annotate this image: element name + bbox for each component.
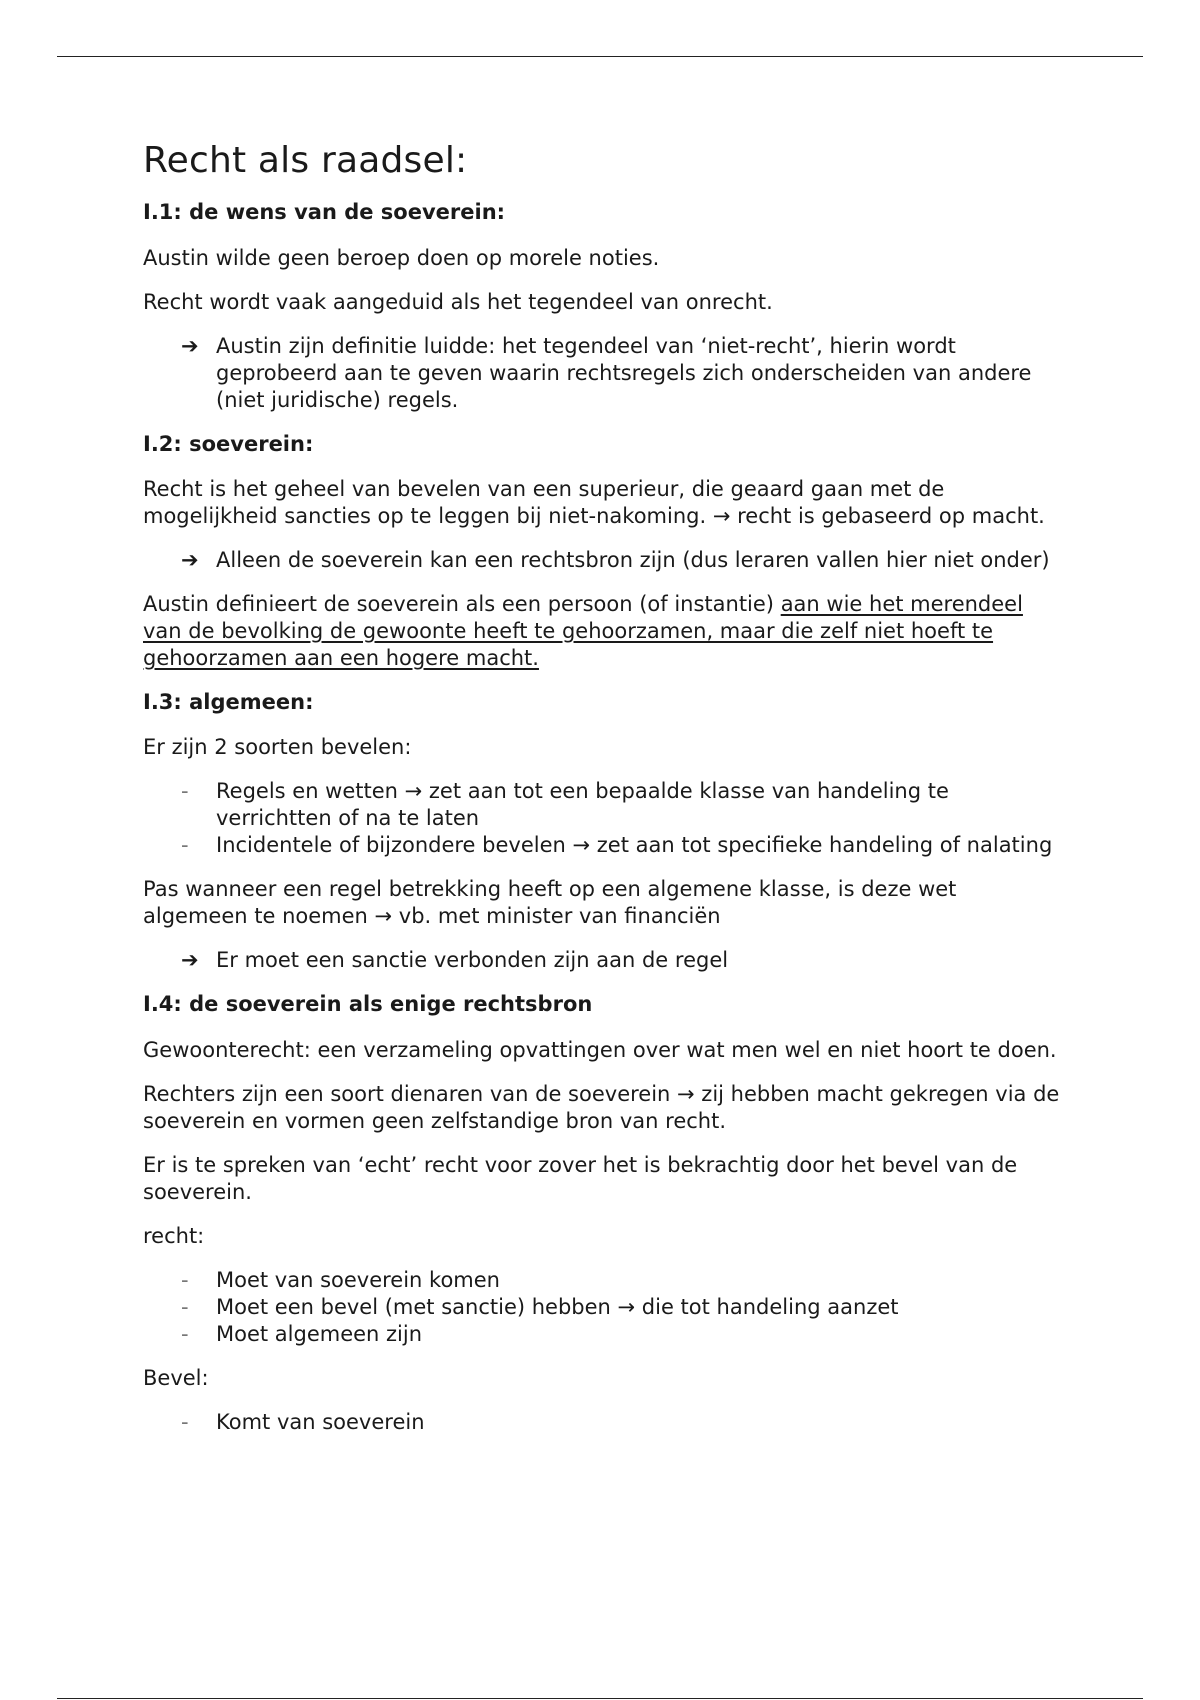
paragraph: Er zijn 2 soorten bevelen:: [143, 735, 412, 760]
section-heading-3: I.3: algemeen:: [143, 689, 314, 714]
arrow-bullet-icon: ➔: [181, 333, 199, 358]
paragraph: Austin wilde geen beroep doen op morele noties.: [143, 245, 660, 270]
underlined-definition: aan wie het merendeel van de bevolking de gewoonte heeft te gehoorzamen, maar die zelf niet hoeft te gehoorzamen aan een hogere macht.: [143, 591, 1023, 670]
dash-list: [143, 1409, 1063, 1436]
arrow-list-item: ➔ Austin zijn definitie luidde: het tegendeel van ‘niet-recht’, hierin wordt geprobeerd aan te geven waarin rechtsregels zich onderscheiden van andere (niet juridische) regels.: [181, 333, 1032, 412]
arrow-list-item: ➔ Er moet een sanctie verbonden zijn aan de regel: [181, 948, 729, 973]
section-heading-1: I.1: de wens van de soeverein:: [143, 200, 506, 225]
dash-list-item: - Moet van soeverein komen: [181, 1267, 500, 1292]
section-heading-4: I.4: de soeverein als enige rechtsbron: [143, 992, 593, 1017]
dash-list-item: - Komt van soeverein: [181, 1409, 425, 1434]
arrow-bullet-icon: ➔: [181, 547, 199, 572]
paragraph: Pas wanneer een regel betrekking heeft op een algemene klasse, is deze wet algemeen te noemen → vb. met minister van financiën: [143, 877, 957, 929]
dash-bullet-icon: -: [181, 1321, 189, 1346]
dash-bullet-icon: -: [181, 779, 189, 804]
dash-list-item: - Incidentele of bijzondere bevelen → zet aan tot specifieke handeling of nalating: [181, 833, 1053, 858]
arrow-list-item: ➔ Alleen de soeverein kan een rechtsbron zijn (dus leraren vallen hier niet onder): [181, 547, 1050, 572]
dash-list-item: - Moet algemeen zijn: [181, 1321, 423, 1346]
dash-bullet-icon: -: [181, 1267, 189, 1292]
paragraph: Rechters zijn een soort dienaren van de soeverein → zij hebben macht gekregen via de soeverein en vormen geen zelfstandige bron van recht.: [143, 1081, 1060, 1133]
dash-list-item: - Regels en wetten → zet aan tot een bepaalde klasse van handeling te verrichtten of na te laten: [181, 779, 949, 831]
paragraph: Er is te spreken van ‘echt’ recht voor zover het is bekrachtig door het bevel van de soeverein.: [143, 1152, 1018, 1204]
bevel-label: Bevel:: [143, 1365, 209, 1390]
arrow-bullet-icon: ➔: [181, 948, 199, 973]
document-body: [143, 140, 1063, 1453]
paragraph: Austin definieert de soeverein als een persoon (of instantie) aan wie het merendeel van de bevolking de gewoonte heeft te gehoorzamen, maar die zelf niet hoeft te gehoorzamen aan een hogere macht.: [143, 591, 1023, 670]
arrow-list: [143, 547, 1063, 574]
paragraph: Recht wordt vaak aangeduid als het tegendeel van onrecht.: [143, 289, 773, 314]
dash-list-item: - Moet een bevel (met sanctie) hebben → die tot handeling aanzet: [181, 1294, 899, 1319]
dash-bullet-icon: -: [181, 1294, 189, 1319]
arrow-list: [143, 947, 1063, 974]
paragraph: Recht is het geheel van bevelen van een superieur, die geaard gaan met de mogelijkheid sancties op te leggen bij niet-nakoming. → recht is gebaseerd op macht.: [143, 476, 1045, 528]
section-heading-2: I.2: soeverein:: [143, 431, 314, 456]
footer-rule: [57, 1698, 1143, 1699]
recht-label: recht:: [143, 1223, 205, 1248]
dash-list: [143, 1267, 1063, 1348]
paragraph: Gewoonterecht: een verzameling opvattingen over wat men wel en niet hoort te doen.: [143, 1037, 1057, 1062]
dash-bullet-icon: -: [181, 1409, 189, 1434]
arrow-list: [143, 333, 1063, 414]
dash-list: [143, 778, 1063, 859]
dash-bullet-icon: -: [181, 833, 189, 858]
document-title: Recht als raadsel:: [143, 140, 468, 181]
header-rule: [57, 56, 1143, 57]
